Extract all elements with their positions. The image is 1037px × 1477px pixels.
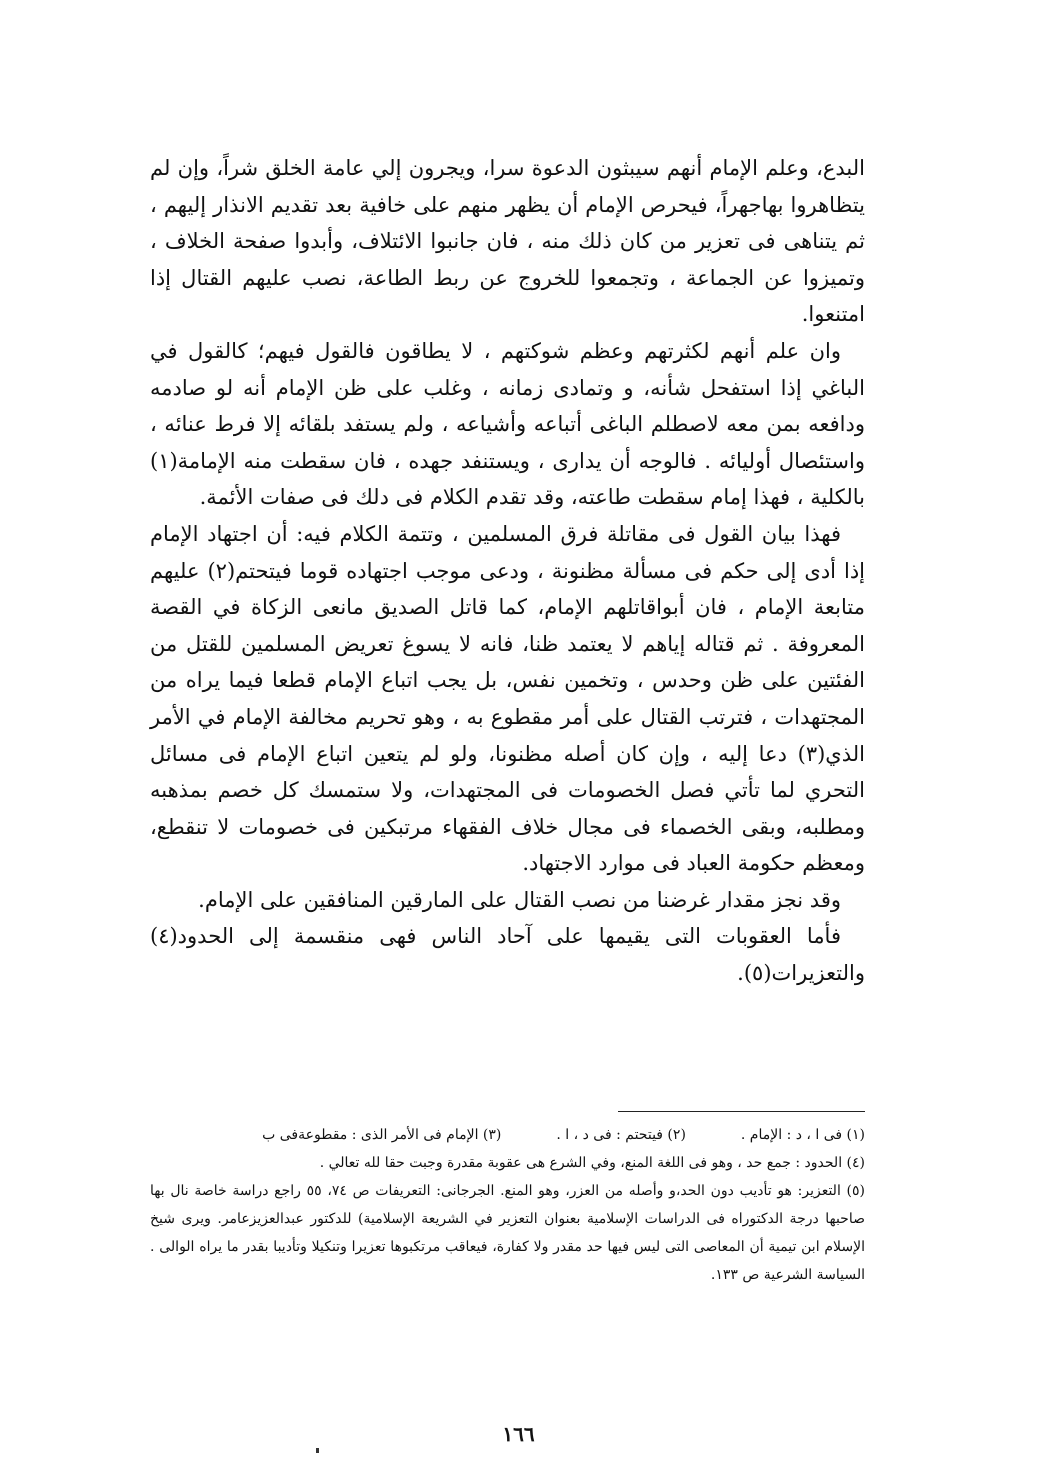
footnotes-block <box>150 1121 865 1289</box>
paragraph: فهذا بيان القول فى مقاتلة فرق المسلمين ، وتتمة الكلام فيه: أن اجتهاد الإمام إذا أدى إلى حكم فى مسألة مظنونة ، ودعى موجب اجتهاده قوما فيتحتم(٢) عليهم متابعة الإمام ، فان أبواقاتلهم الإمام، كما قاتل الصديق مانعى الزكاة في القصة المعروفة . ثم قتاله إياهم لا يعتمد ظنا، فانه لا يسوغ تعريض المسلمين للقتل من الفئتين على ظن وحدس ، وتخمين نفس، بل يجب اتباع الإمام قطعا فيما يراه من المجتهدات ، فترتب القتال على أمر مقطوع به ، وهو تحريم مخالفة الإمام في الأمر الذي(٣) دعا إليه ، وإن كان أصله مظنونا، ولو لم يتعين اتباع الإمام فى مسائل التحري لما تأتي فصل الخصومات فى المجتهدات، ولا ستمسك كل خصم بمذهبه ومطلبه، وبقى الخصماء فى مجال خلاف الفقهاء مرتبكين فى خصومات لا تنقطع، ومعظم حكومة العباد فى موارد الاجتهاد. <box>150 521 866 876</box>
footnote-separator <box>618 1111 865 1112</box>
paragraph: فأما العقوبات التى يقيمها على آحاد الناس فهى منقسمة إلى الحدود(٤) والتعزيرات(٥). <box>150 924 865 986</box>
page-number: ١٦٦ <box>502 1422 535 1446</box>
paragraph: البدع، وعلم الإمام أنهم سيبثون الدعوة سرا، ويجرون إلي عامة الخلق شراً، وإن لم يتظاهروا بهاجهراً، فيحرص الإمام أن يظهر منهم على خافية بعد تقديم الانذار إليهم ، ثم يتناهى فى تعزير من كان ذلك منه ، فان جانبوا الائتلاف، وأبدوا صفحة الخلاف ، وتميزوا عن الجماعة ، وتجمعوا للخروج عن ربط الطاعة، نصب عليهم القتال إذا امتنعوا. <box>150 156 865 327</box>
paragraph: وان علم أنهم لكثرتهم وعظم شوكتهم ، لا يطاقون فالقول فيهم؛ كالقول في الباغي إذا استفحل شأنه، و وتمادى زمانه ، وغلب على ظن الإمام أنه لو صادمه ودافعه بمن معه لاصطلم الباغى أتباعه وأشياعه ، ولم يستفد بلقائه إلا فرط عنائه ، واستئصال أوليائه . فالوجه أن يدارى ، ويستنفد جهده ، فان سقطت منه الإمامة(١) بالكلية ، فهذا إمام سقطت طاعته، وقد تقدم الكلام فى دلك فى صفات الأئمة. <box>150 338 865 510</box>
footnote-1: (١) فى ا ، د : الإمام . <box>740 1127 865 1143</box>
footnote-5: (٥) التعزير: هو تأديب دون الحد،و وأصله من العزر، وهو المنع. الجرجانى: التعريفات ص ٧٤، ٥٥ راجع دراسة خاصة نال بها صاحبها درجة الدكتوراه فى الدراسات الإسلامية بعنوان التعزير في الشريعة الإسلامية) للدكتور عبدالعزيزعامر. ويرى شيخ الإسلام ابن تيمية أن المعاصى التى ليس فيها حد مقدر ولا كفارة، فيعاقب مرتكبوها تعزيرا وتنكيلا وتأديبا بقدر ما يراه الوالى . السياسة الشرعية ص ١٣٣. <box>150 1183 865 1283</box>
footnote-row <box>150 1121 865 1149</box>
footnote-2: (٢) فيتحتم : فى د ، ا . <box>556 1127 686 1143</box>
scan-speck <box>316 1448 319 1453</box>
main-text-block <box>150 150 865 992</box>
footnote-3: (٣) الإمام فى الأمر الذى : مقطوعةفى ب <box>262 1127 502 1143</box>
paragraph: وقد نجز مقدار غرضنا من نصب القتال على المارقين المنافقين على الإمام. <box>198 887 841 912</box>
footnote-4: (٤) الحدود : جمع حد ، وهو فى اللغة المنع، وفي الشرع هى عقوبة مقدرة وجبت حقا لله تعالي . <box>319 1155 865 1171</box>
